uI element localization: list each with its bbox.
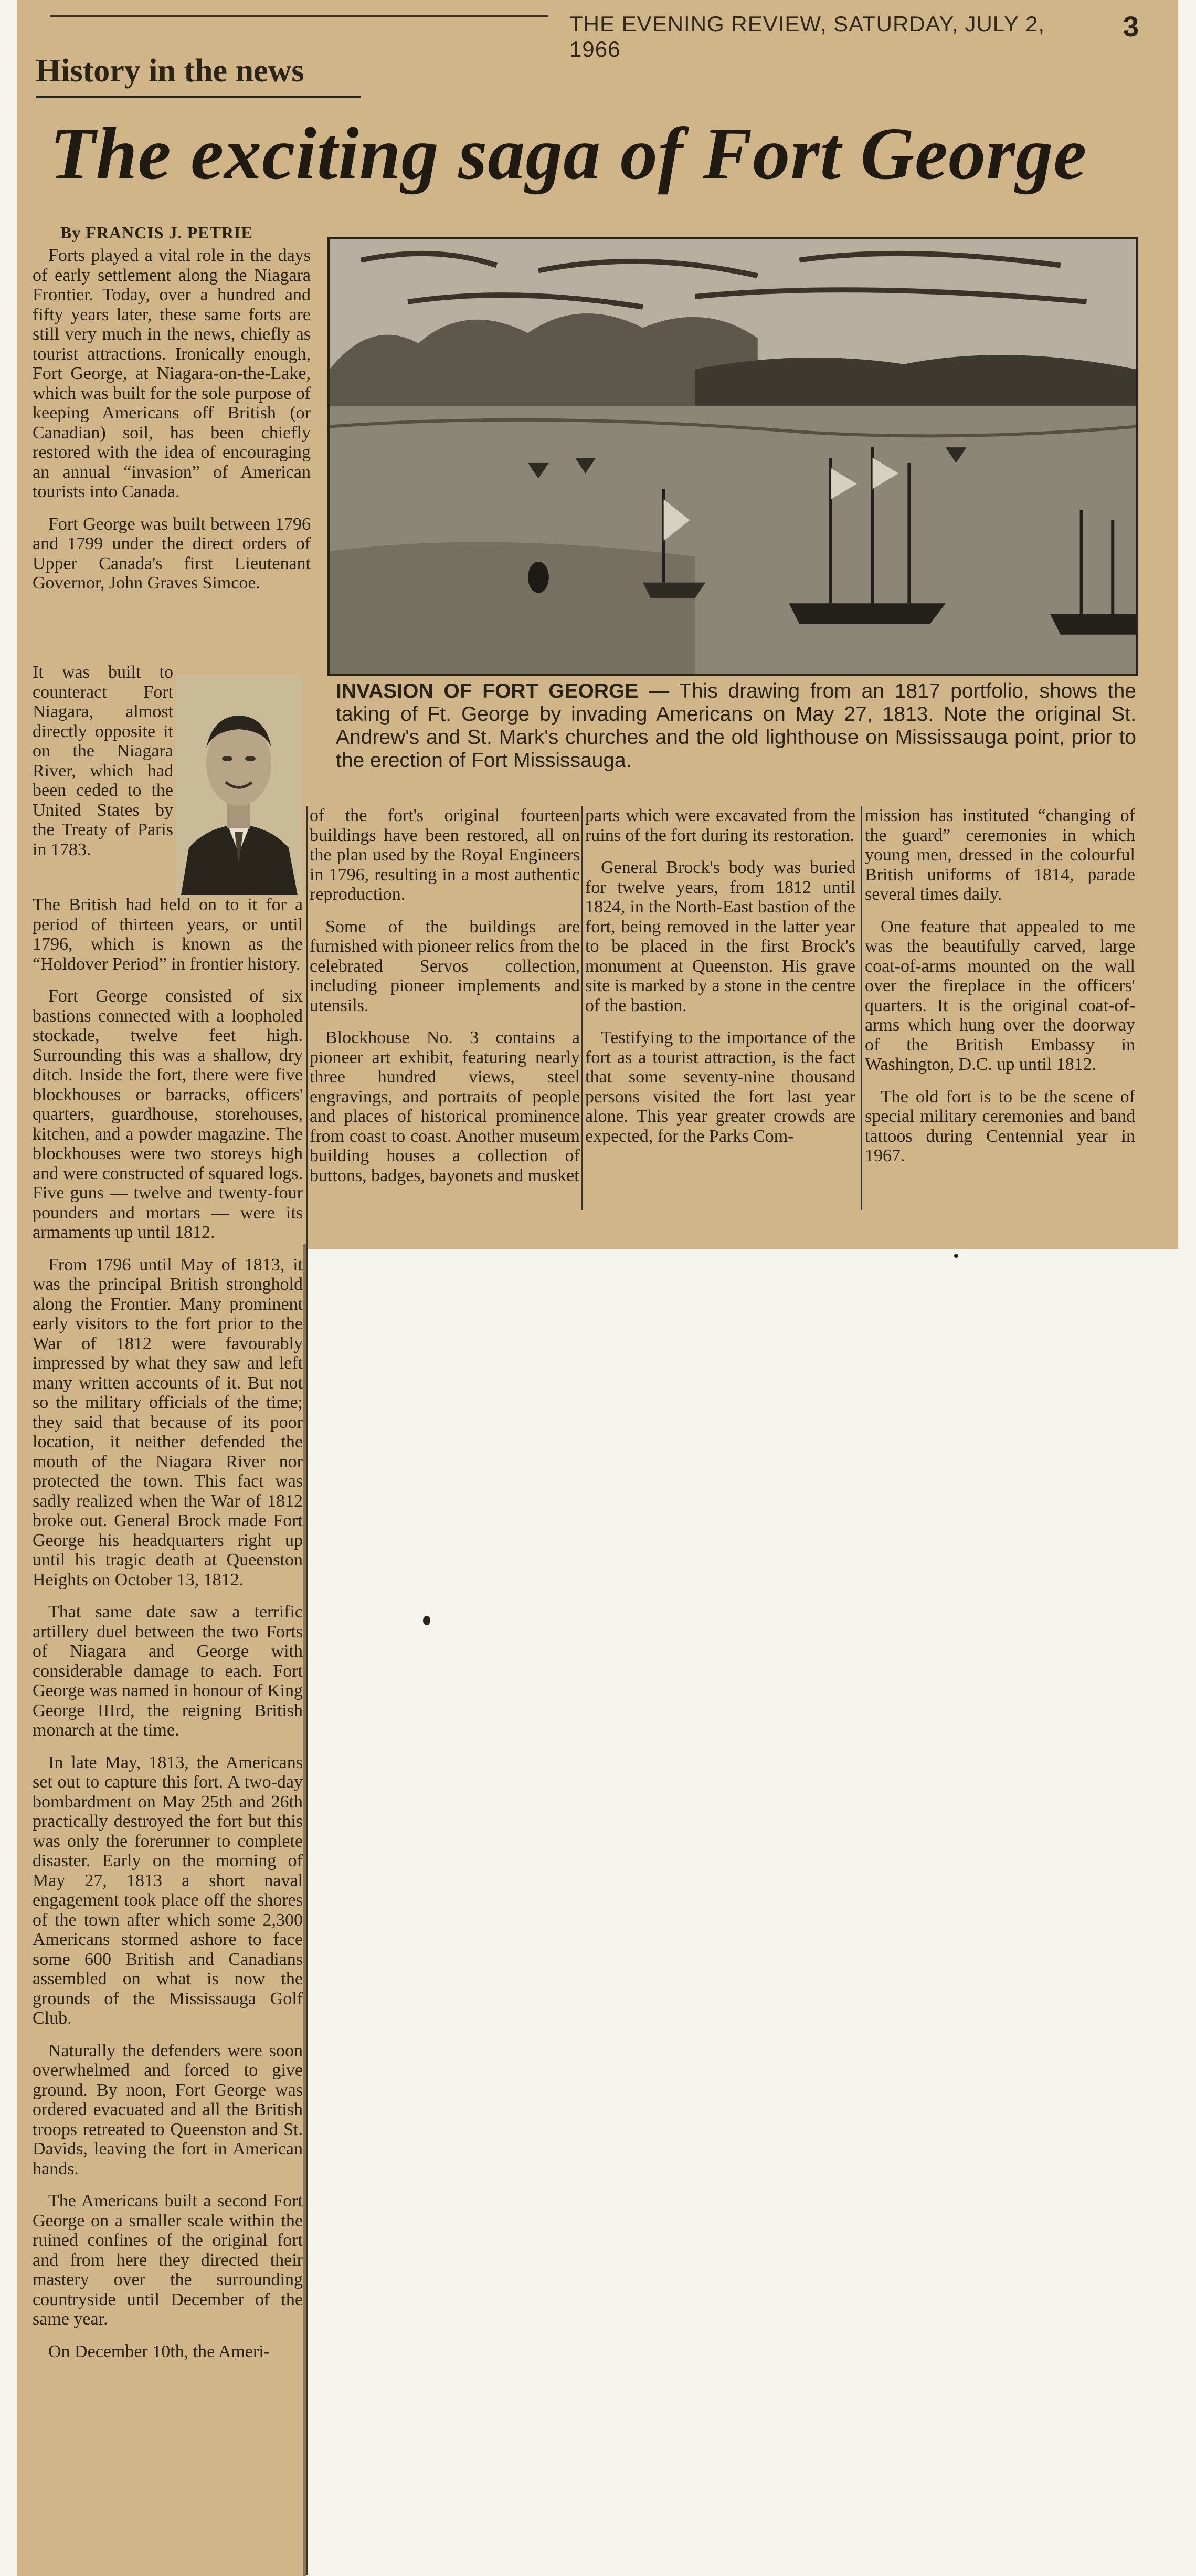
byline: By FRANCIS J. PETRIE <box>60 223 253 242</box>
invasion-illustration <box>327 237 1138 676</box>
column-1-narrow <box>33 663 173 872</box>
column-4 <box>865 806 1135 1179</box>
paragraph: In late May, 1813, the Americans set out to capture this fort. A two-day bombardment on May 25th and 26th practically destroyed the fort but this was only the forerunner to complete disaster. Early on the morning of May 27, 1813 a short naval engagement took place off the shores of the town after which some 2,300 Americans stormed ashore to face some 600 British and Canadians assembled on what is now the grounds of the Mississauga Golf Club. <box>33 1752 303 2028</box>
caption-lead: INVASION OF FORT GEORGE — <box>336 680 670 702</box>
paragraph: The old fort is to be the scene of special military ceremonies and band tattoos during Centennial year in 1967. <box>865 1087 1135 1165</box>
paragraph: Fort George consisted of six bastions connected with a loopholed stockade, twelve feet high. Surrounding this was a shallow, dry ditch. Inside the fort, there were five blockhouses or barracks, officers' quarters, guardhouse, storehouses, kitchen, and a powder magazine. The blockhouses were two storeys high and were constructed of squared logs. Five guns — twelve and twenty-four pounders and mortars — were its armaments up until 1812. <box>33 986 303 1242</box>
paragraph: The Americans built a second Fort George on a smaller scale within the ruined confines of the original fort and from here they directed their mastery over the surrounding countryside until December of the same year. <box>33 2191 303 2329</box>
section-rule <box>36 96 361 98</box>
masthead-rule <box>50 15 548 17</box>
caption-text: This drawing from an 1817 portfolio, shows the taking of Ft. George by invading Americans on May 27, 1813. Note the original St. Andrew's and St. Mark's churches and the old lighthouse on Mississauga point, prior to the erection of Fort Mississauga. <box>336 680 1136 772</box>
paragraph: Forts played a vital role in the days of early settlement along the Niagara Frontier. Today, over a hundred and fifty years later, these same forts are still very much in the news, chiefly as tourist attractions. Ironically enough, Fort George, at Niagara-on-the-Lake, which was built for the sole purpose of keeping Americans off British (or Canadian) soil, has been chiefly restored with the idea of encouraging an annual “invasion” of American tourists into Canada. <box>33 246 311 501</box>
paragraph: Testifying to the importance of the fort as a tourist attraction, is the fact that some seventy-nine thousand persons visited the fort last year alone. This year greater crowds are expected, for the Parks Com- <box>585 1028 855 1146</box>
paragraph: General Brock's body was buried for twelve years, from 1812 until 1824, in the North-East bastion of the fort, being removed in the latter year to be placed in the first Brock's monument at Queenston. His grave site is marked by a stone in the centre of the bastion. <box>585 858 855 1015</box>
paragraph: The British had held on to it for a period of thirteen years, or until 1796, which is known as the “Holdover Period” in frontier history. <box>33 895 303 974</box>
masthead: THE EVENING REVIEW, SATURDAY, JULY 2, 1966 <box>569 12 1045 61</box>
paragraph: From 1796 until May of 1813, it was the principal British stronghold along the Frontier. Many prominent early visitors to the fort prior to the War of 1812 were favourably impressed by what they saw and left many written accounts of it. But not so the military officials of the time; they said that because of its poor location, it neither defended the mouth of the Niagara River nor protected the town. This fact was sadly realized when the War of 1812 broke out. General Brock made Fort George his headquarters right up until his tragic death at Queenston Heights on October 13, 1812. <box>33 1255 303 1590</box>
column-1-top <box>33 246 311 606</box>
paragraph: Blockhouse No. 3 contains a pioneer art exhibit, featuring nearly three hundred views, steel engravings, and portraits of people and places of historical prominence from coast to coast. Another museum building houses a collection of buttons, badges, bayonets and musket <box>310 1028 580 1185</box>
author-portrait <box>176 675 302 895</box>
paragraph: On December 10th, the Ameri- <box>48 2341 270 2361</box>
paragraph: of the fort's original fourteen buildings have been restored, all on the plan used by the Royal Engineers in 1796, resulting in a most authentic reproduction. <box>310 806 580 904</box>
portrait-photo <box>176 675 302 895</box>
column-3 <box>585 806 855 1159</box>
paragraph: mission has instituted “changing of the guard” ceremonies in which young men, dressed in the colourful British uniforms of 1814, parade several times daily. <box>865 806 1135 904</box>
paragraph: It was built to counteract Fort Niagara, almost directly opposite it on the Niagara River, which had been ceded to the United States by the Treaty of Paris in 1783. <box>33 663 173 859</box>
column-rule <box>581 806 583 1210</box>
column-rule <box>861 806 862 1210</box>
headline: The exciting saga of Fort George <box>50 112 1087 195</box>
engraving-drawing <box>330 239 1136 674</box>
paragraph: One feature that appealed to me was the beautifully carved, large coat-of-arms mounted on the wall over the fireplace in the officers' quarters. It is the original coat-of-arms which hung over the doorway of the British Embassy in Washington, D.C. up until 1812. <box>865 917 1135 1074</box>
photo-caption <box>336 680 1136 772</box>
page-number: 3 <box>1123 11 1139 43</box>
ink-spot <box>423 1616 430 1625</box>
ink-spot <box>954 1254 958 1258</box>
paragraph: That same date saw a terrific artillery duel between the two Forts of Niagara and George with considerable damage to each. Fort George was named in honour of King George IIIrd, the reigning British monarch at the time. <box>33 1602 303 1740</box>
paragraph: parts which were excavated from the ruins of the fort during its restoration. <box>585 806 855 845</box>
column-rule <box>306 806 308 2575</box>
column-2 <box>310 806 580 1198</box>
paragraph: Some of the buildings are furnished with pioneer relics from the celebrated Servos collection, including pioneer implements and utensils. <box>310 917 580 1015</box>
paragraph: Naturally the defenders were soon overwhelmed and forced to give ground. By noon, Fort George was ordered evacuated and all the British troops retreated to Queenston and St. Davids, leaving the fort in American hands. <box>33 2041 303 2179</box>
paragraph: Fort George was built between 1796 and 1799 under the direct orders of Upper Canada's first Lieutenant Governor, John Graves Simcoe. <box>33 514 311 593</box>
section-heading: History in the news <box>36 53 304 89</box>
column-1-bottom <box>33 895 303 2374</box>
